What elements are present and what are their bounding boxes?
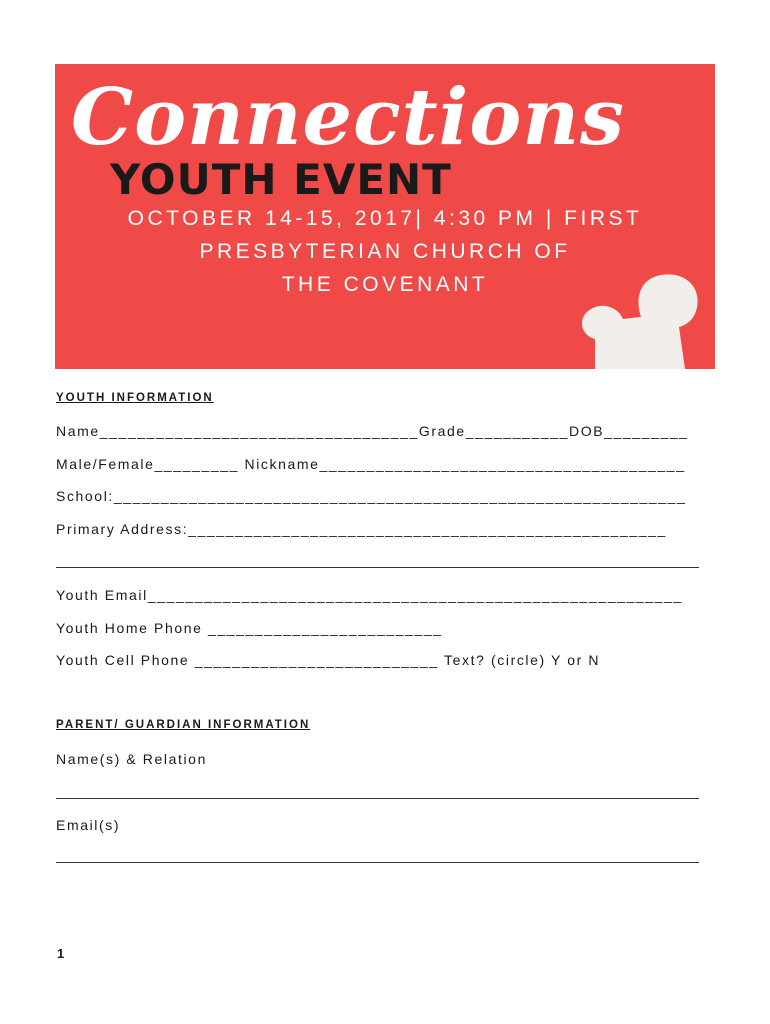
parent-names-label: Name(s) & Relation	[56, 751, 207, 767]
event-banner	[55, 64, 715, 369]
parent-emails-label: Email(s)	[56, 817, 121, 833]
banner-details-line: PRESBYTERIAN CHURCH OF	[199, 240, 571, 263]
banner-details-line: OCTOBER 14-15, 2017| 4:30 PM | FIRST	[127, 207, 643, 230]
youth-cell-phone-field[interactable]: Youth Cell Phone __________________________ Text? (circle) Y or N	[56, 652, 601, 668]
page-number: 1	[57, 946, 65, 961]
youth-home-phone-field[interactable]: Youth Home Phone _________________________	[56, 620, 443, 636]
address-continuation-line[interactable]	[56, 567, 699, 568]
youth-information-heading: YOUTH INFORMATION	[56, 392, 214, 404]
youth-address-field[interactable]: Primary Address:___________________________________________________	[56, 521, 667, 537]
youth-email-field[interactable]: Youth Email_________________________________________________________	[56, 587, 683, 603]
banner-details-line: THE COVENANT	[281, 273, 489, 296]
youth-name-grade-dob-field[interactable]: Name__________________________________Grade___________DOB_________	[56, 423, 689, 439]
youth-gender-nickname-field[interactable]: Male/Female_________ Nickname_______________________________________	[56, 456, 686, 472]
banner-script-title: Connections	[71, 72, 625, 163]
parent-guardian-heading: PARENT/ GUARDIAN INFORMATION	[56, 719, 311, 731]
parent-names-line[interactable]	[56, 798, 699, 799]
youth-school-field[interactable]: School:_____________________________________________________________	[56, 488, 687, 504]
banner-event-details	[95, 202, 675, 301]
parent-emails-line[interactable]	[56, 862, 699, 863]
banner-event-title: YOUTH EVENT	[110, 155, 452, 204]
